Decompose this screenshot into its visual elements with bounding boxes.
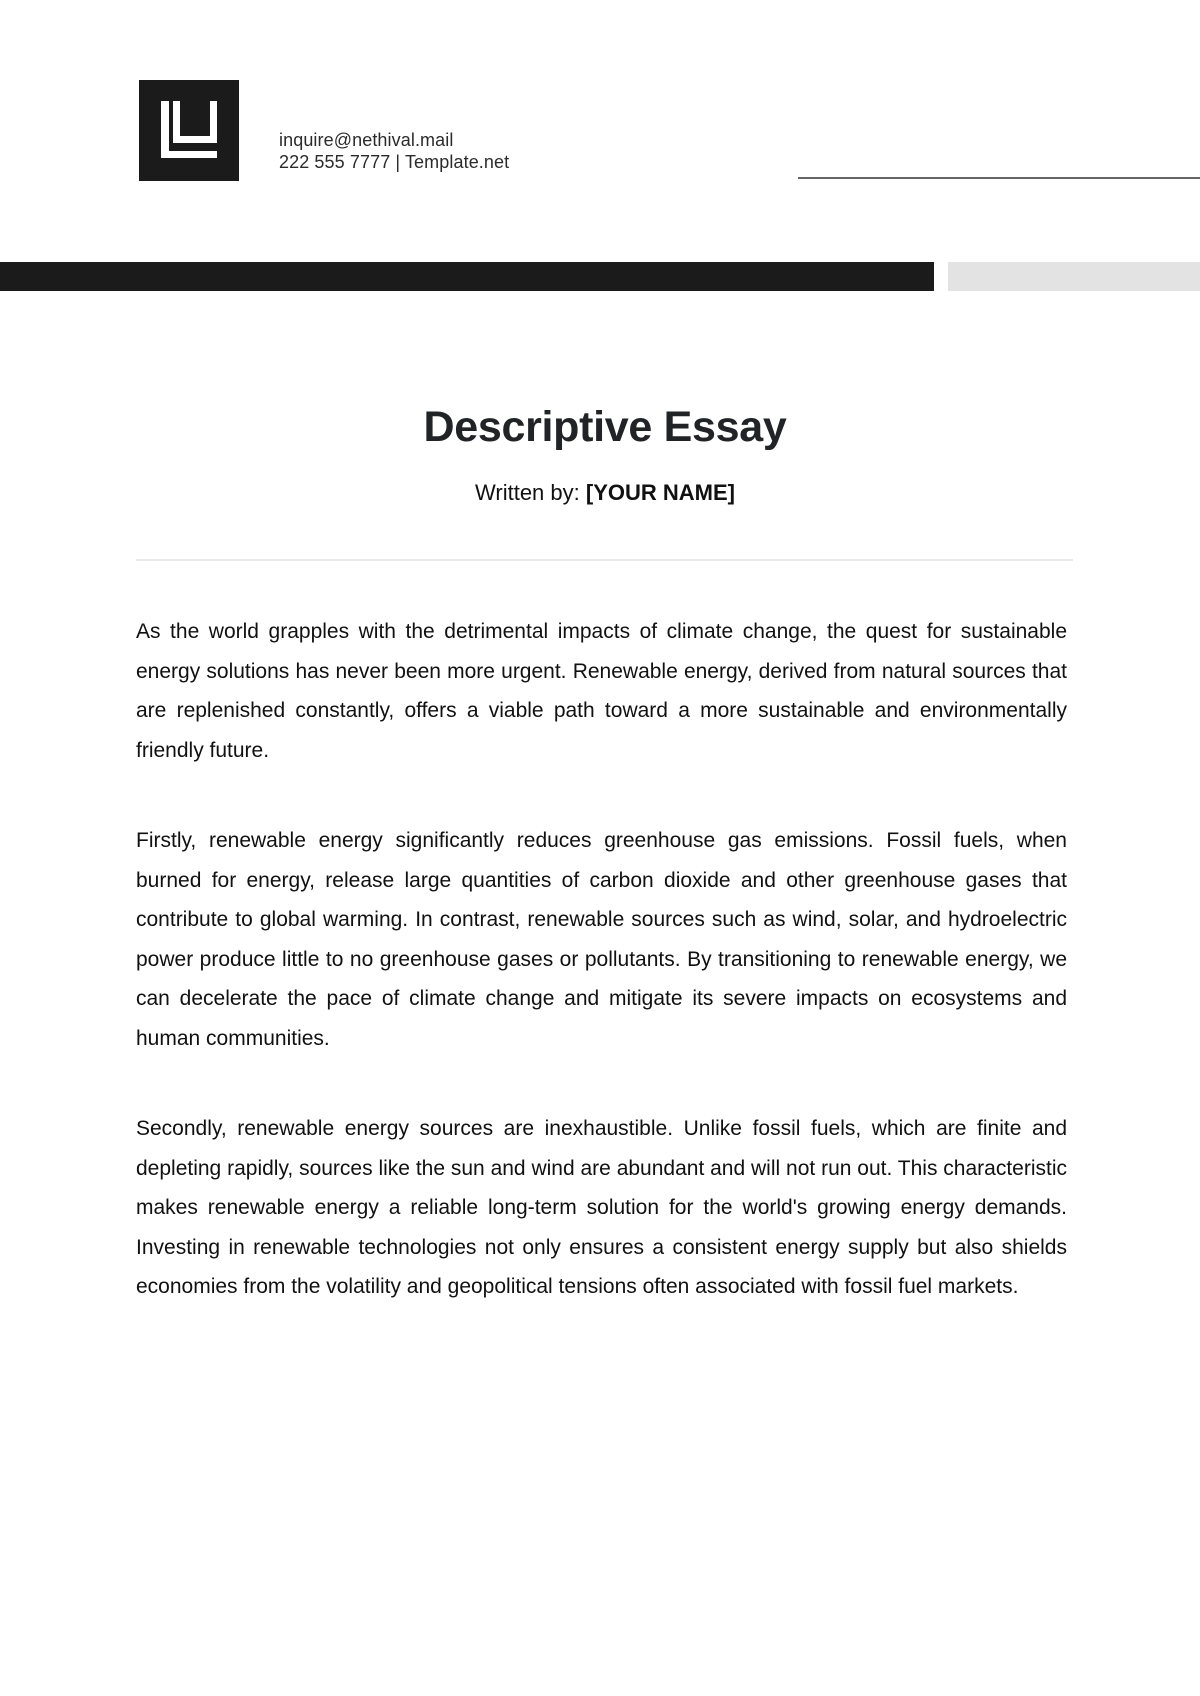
contact-phone-site: 222 555 7777 | Template.net <box>279 152 510 172</box>
essay-paragraph-intro: As the world grapples with the detrimental impacts of climate change, the quest for sustainable energy solutions has never been more urgent. Renewable energy, derived from natural sources that are replenished constantly, offers a viable path toward a more sustainable and environmentally friendly future. <box>136 620 1067 762</box>
essay-body <box>136 612 1067 1358</box>
company-logo <box>139 80 239 181</box>
header-band-light <box>948 262 1200 291</box>
contact-email: inquire@nethival.mail <box>279 130 454 150</box>
contact-info <box>279 129 509 173</box>
header-band-dark <box>0 262 934 291</box>
essay-paragraph-firstly: Firstly, renewable energy significantly reduces greenhouse gas emissions. Fossil fuels, when burned for energy, release large quantities of carbon dioxide and other greenhouse gases that contribute to global warming. In contrast, renewable sources such as wind, solar, and hydroelectric power produce little to no greenhouse gases or pollutants. By transitioning to renewable energy, we can decelerate the pace of climate change and mitigate its severe impacts on ecosystems and human communities. <box>136 829 1067 1050</box>
byline-label: Written by: <box>475 480 586 505</box>
monogram-logo-icon <box>139 80 239 181</box>
header-rule <box>798 177 1200 179</box>
title-divider <box>136 559 1073 561</box>
byline <box>0 479 1200 507</box>
essay-paragraph-secondly: Secondly, renewable energy sources are inexhaustible. Unlike fossil fuels, which are finite and depleting rapidly, sources like the sun and wind are abundant and will not run out. This characteristic makes renewable energy a reliable long-term solution for the world's growing energy demands. Investing in renewable technologies not only ensures a consistent energy supply but also shields economies from the volatility and geopolitical tensions often associated with fossil fuel markets. <box>136 1117 1067 1298</box>
document-title: Descriptive Essay <box>423 403 787 451</box>
author-name: [YOUR NAME] <box>585 480 735 505</box>
